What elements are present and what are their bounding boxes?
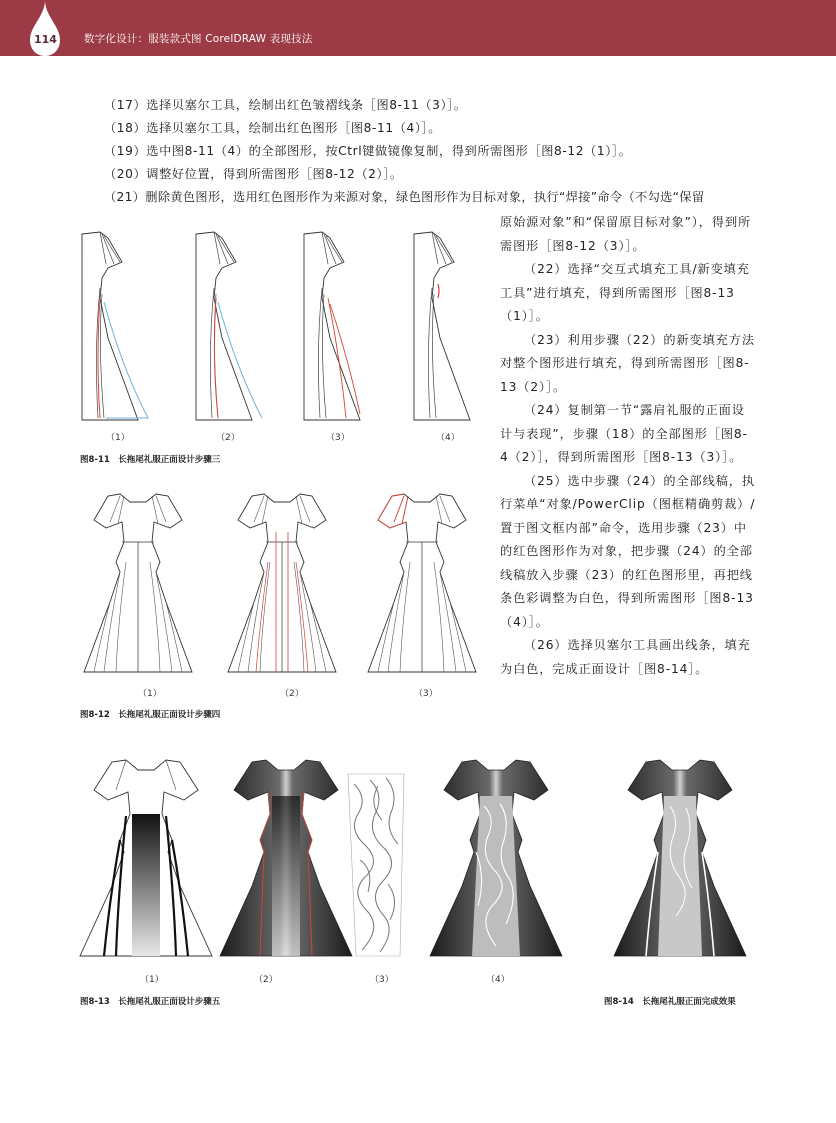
fig-8-11-4	[414, 232, 470, 420]
right-column-text	[500, 211, 756, 681]
step-26: （26）选择贝塞尔工具画出线条，填充为白色，完成正面设计［图8-14］。	[500, 638, 751, 676]
fig-8-12-label-2: （2）	[280, 689, 304, 699]
fig-8-13-2	[220, 760, 352, 956]
fig-8-11-label-4: （4）	[436, 433, 460, 443]
fig-8-12-label-3: （3）	[414, 689, 438, 699]
step-25: （25）选中步骤（24）的全部线稿，执行菜单“对象/PowerClip（图框精确剪裁）/置于图文框内部”命令，选用步骤（23）中的红色图形作为对象，把步骤（24）的全部线稿放入步骤（23）的红色图形里，再把线条色彩调整为白色，得到所需图形［图8-13（4）］。	[500, 473, 756, 629]
fig-8-11-caption: 图8-11 长拖尾礼服正面设计步骤三	[80, 455, 221, 465]
step-24: （24）复制第一节“露肩礼服的正面设计与表现”，步骤（18）的全部图形［图8-4（2）］，得到所需图形［图8-13（3）］。	[500, 403, 748, 464]
fig-8-11-1	[82, 232, 148, 420]
fig-8-12-caption: 图8-12 长拖尾礼服正面设计步骤四	[80, 710, 221, 720]
fig-8-13-label-4: （4）	[486, 975, 510, 985]
step-18: （18）选择贝塞尔工具，绘制出红色图形［图8-11（4）］。	[104, 121, 442, 135]
fig-8-11-label-3: （3）	[326, 433, 350, 443]
step-19: （19）选中图8-11（4）的全部图形，按Ctrl键做镜像复制，得到所需图形［图8-12（1）］。	[104, 144, 632, 158]
page-header	[0, 0, 836, 56]
step-22: （22）选择“交互式填充工具/新变填充工具”进行填充，得到所需图形［图8-13（1）］。	[500, 262, 750, 323]
fig-8-12-3	[368, 494, 476, 672]
step-17: （17）选择贝塞尔工具，绘制出红色皱褶线条［图8-11（3）］。	[104, 98, 467, 112]
figure-8-12-drawings	[80, 492, 490, 682]
fig-8-13-3	[348, 774, 404, 956]
step-20: （20）调整好位置，得到所需图形［图8-12（2）］。	[104, 167, 403, 181]
fig-8-13-caption: 图8-13 长拖尾礼服正面设计步骤五	[80, 997, 221, 1007]
fig-8-11-3	[304, 232, 360, 420]
fig-8-11-label-2: （2）	[216, 433, 240, 443]
page-number-badge	[24, 0, 66, 56]
fig-8-11-2	[196, 232, 262, 420]
fig-8-13-1	[80, 760, 212, 956]
fig-8-11-label-1: （1）	[106, 433, 130, 443]
fig-8-13-label-1: （1）	[140, 975, 164, 985]
page-number: 114	[34, 33, 57, 46]
fig-8-13-label-3: （3）	[370, 975, 394, 985]
fig-8-13-label-2: （2）	[254, 975, 278, 985]
fig-8-12-label-1: （1）	[138, 689, 162, 699]
fig-8-12-1	[84, 494, 192, 672]
running-title: 数字化设计：服装款式图 CorelDRAW 表现技法	[84, 33, 313, 45]
fig-8-13-4	[430, 760, 562, 956]
step-21-continued: 原始源对象”和“保留原目标对象”），得到所需图形［图8-12（3）］。	[500, 215, 752, 253]
fig-8-12-2	[228, 494, 336, 672]
figure-8-11-drawings	[78, 228, 498, 428]
fig-8-14-caption: 图8-14 长拖尾礼服正面完成效果	[604, 997, 736, 1007]
step-23: （23）利用步骤（22）的新变填充方法对整个图形进行填充，得到所需图形［图8-13（2）］。	[500, 332, 755, 394]
figure-8-13-drawings	[76, 756, 776, 966]
fig-8-14-final	[614, 760, 746, 956]
step-21: （21）删除黄色图形，选用红色图形作为来源对象，绿色图形作为目标对象，执行“焊接”命令（不勾选“保留	[104, 190, 705, 204]
